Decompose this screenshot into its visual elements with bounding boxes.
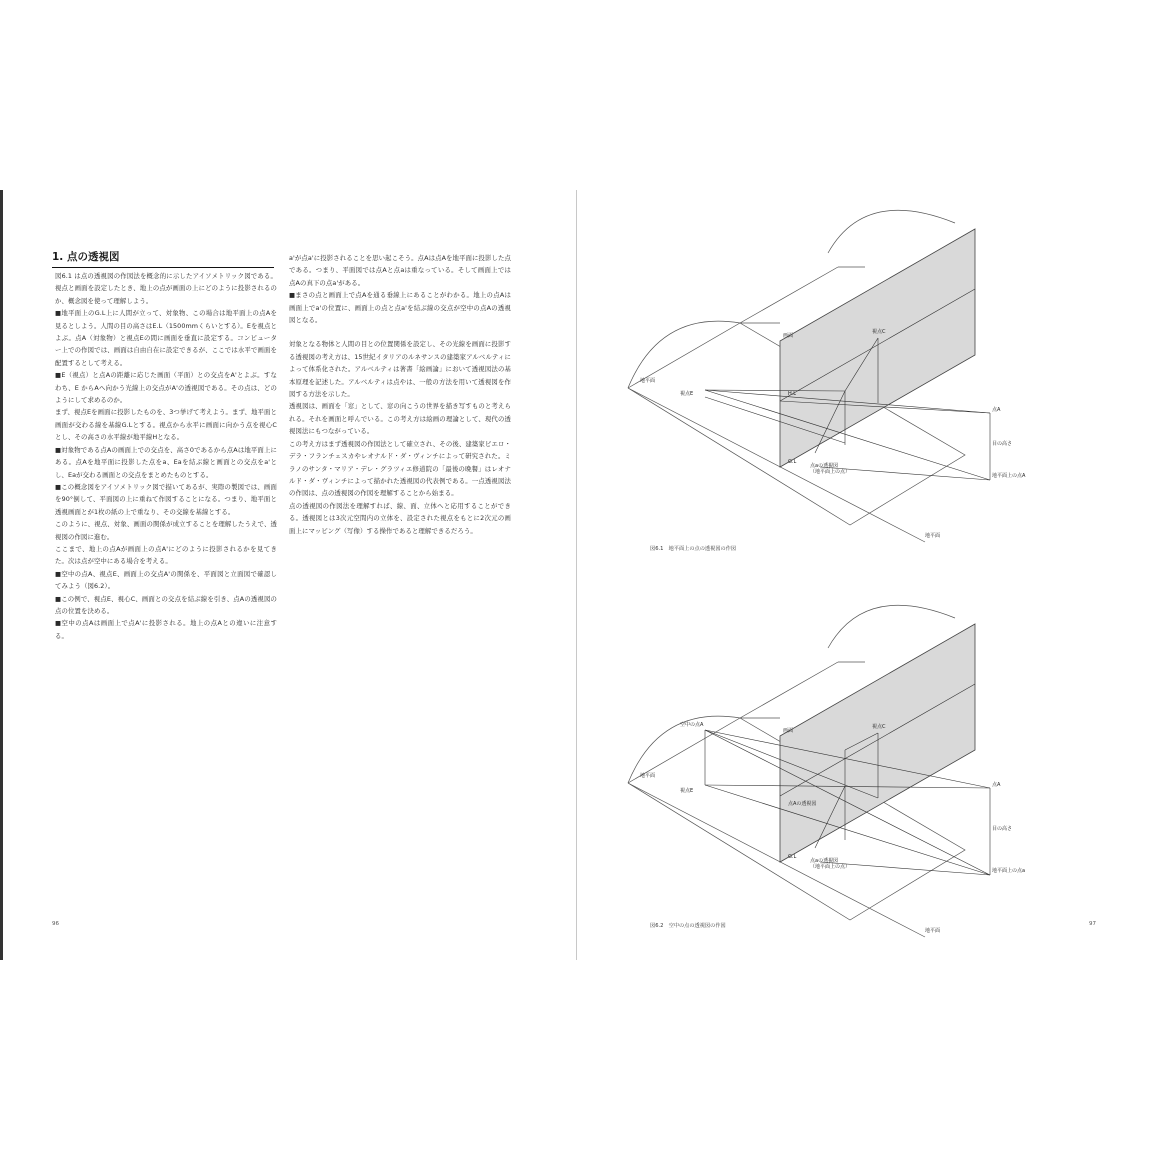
paragraph: ■地平面上のG.L上に人間が立って、対象物、この場合は地平面上の点Aを見るとしよう。人間の目の高さはE.L（1500mmくらいとする）。Eを視点とよぶ。点A（対象物）と視点Eの間に画面を垂直に設定する。コンピューター上での作図では、画面は自由自在に設定できるが、ここでは水平で画面を配置するとして考える。 bbox=[55, 309, 277, 367]
right-text-column bbox=[289, 252, 511, 537]
paragraph: 点の透視図の作図法を理解すれば、線、面、立体へと応用することができる。透視図とは3次元空間内の立体を、設定された視点をもとに2次元の画面上にマッピング（写像）する操作であると理解できるだろう。 bbox=[289, 501, 511, 535]
figure-6-2-caption: 図6.2 空中の点の透視図の作図 bbox=[650, 923, 726, 929]
fig1-proj-label: 点aの透視図 bbox=[810, 463, 839, 469]
fig2-gl-label: G.L bbox=[788, 854, 797, 860]
paragraph: 透視図は、画面を「窓」として、窓の向こうの世界を描き写すものと考えられる。それを画面と呼んでいる。この考え方は絵画の理論として、現代の透視図法にもつながっている。 bbox=[289, 402, 511, 436]
fig1-station-label: 視点C bbox=[872, 329, 886, 335]
picture-plane-2 bbox=[780, 624, 975, 862]
fig2-ground-line-label: 地平面 bbox=[925, 928, 941, 934]
fig1-point-a2-label: 地平面上の点A bbox=[992, 473, 1026, 479]
fig1-point-a-label: 点A bbox=[992, 407, 1001, 413]
fig1-proj-sub-label: （地平面上の点） bbox=[810, 469, 851, 475]
fig2-proj-sub-label: （地平面上の点） bbox=[810, 864, 851, 870]
fig2-picture-plane-label: 画面 bbox=[783, 728, 794, 734]
figure-6-1-caption: 図6.1 地平面上の点の透視図の作図 bbox=[650, 546, 737, 552]
figure-6-1-diagram bbox=[620, 205, 1026, 545]
fig1-viewpoint-label: 視点E bbox=[680, 391, 694, 397]
left-text-column bbox=[55, 270, 277, 642]
page-edge bbox=[0, 190, 3, 960]
page-number-left: 96 bbox=[52, 921, 59, 927]
paragraph: 対象となる物体と人間の目との位置関係を設定し、その光線を画面に投影する透視図の考え方は、15世紀イタリアのルネサンスの建築家アルベルティによって体系化された。アルベルティは著書「絵画論」において透視図法の基本原理を記述した。アルベルティは点やは、一般の方法を用いて透視図を作図する方法を示した。 bbox=[289, 340, 511, 399]
fig2-ground-label: 地平面 bbox=[640, 773, 656, 779]
paragraph: ■空中の点Aは画面上で点A'に投影される。地上の点Aとの違いに注意する。 bbox=[55, 619, 277, 640]
fig2-station-label: 視点C bbox=[872, 724, 886, 730]
fig2-eye-height-label: 目の高さ bbox=[992, 826, 1013, 832]
paragraph: このように、視点、対象、画面の関係が成立することを理解したうえで、透視図の作図に進む。 bbox=[55, 520, 277, 541]
paragraph: この考え方はまず透視図の作図法として確立され、その後、建築家ピエロ・デラ・フランチェスカやレオナルド・ダ・ヴィンチによって研究された。ミラノのサンタ・マリア・デレ・グラツィエ修道院の「最後の晩餐」はレオナルド・ダ・ヴィンチによって描かれた透視図の代表例である。一点透視図法の作図は、点の透視図の作図を理解することから始まる。 bbox=[289, 439, 511, 498]
paragraph: a'が点a'に投影されることを思い起こそう。点Aは点Aを地平面に投影した点である。つまり、平面図では点Aと点aは重なっている。そして画面上では点Aの真下の点a'がある。 bbox=[289, 254, 511, 287]
gutter-line bbox=[576, 190, 577, 960]
fig2-point-a-label: 点Aの透視図 bbox=[788, 801, 817, 807]
paragraph: ■この概念図をアイソメトリック図で描いてあるが、実際の製図では、画面を90°倒して、平面図の上に重ねて作図することになる。つまり、地平面と透視画面とが1枚の紙の上で重なり、その交線を基線とする。 bbox=[55, 482, 277, 516]
paragraph: ■この例で、視点E、視心C、画面との交点を結ぶ線を引き、点Aの透視図の点の位置を決める。 bbox=[55, 594, 277, 615]
fig2-point-a2-label: 点A bbox=[992, 782, 1001, 788]
fig2-viewpoint-label: 視点E bbox=[680, 788, 694, 794]
fig1-eye-height-label: 目の高さ bbox=[992, 441, 1013, 447]
paragraph: ここまで、地上の点Aが画面上の点A'にどのように投影されるかを見てきた。次は点が空中にある場合を考える。 bbox=[55, 544, 277, 566]
paragraph: ■対象物である点Aの画面上での交点を、高さ0であるから点Aは地平面上にある。点Aを地平面に投影した点をa、Eaを結ぶ線と画面との交点をa'とし、Eaが交わる画面との交点をまとめたものとする。 bbox=[55, 445, 277, 479]
paragraph: まず、視点Eを画面に投影したものを、3つ挙げて考えよう。まず、地平面と画面が交わる線を基線G.Lとする。視点から水平に画面に向かう点を視心Cとし、その高さの水平線が地平線Hとなる。 bbox=[55, 408, 277, 442]
fig2-air-point-label: 空中の点A bbox=[680, 722, 704, 728]
fig1-picture-plane-label: 画面 bbox=[783, 333, 794, 339]
paragraph: ■まさの点と画面上で点Aを通る垂線上にあることがわかる。地上の点Aは画面上でa'の位置に、画面上の点と点a'を結ぶ線の交点が空中の点Aの透視図となる。 bbox=[289, 291, 511, 325]
section-title: 1. 点の透視図 bbox=[52, 249, 274, 268]
fig2-proj-label: 点aの透視図 bbox=[810, 858, 839, 864]
fig1-ground-line-label: 地平面 bbox=[925, 533, 941, 539]
fig1-ground-label: 地平面 bbox=[640, 378, 656, 384]
page-number-right: 97 bbox=[1089, 921, 1096, 927]
paragraph: ■空中の点A、視点E、画面上の交点A'の関係を、平面図と立面図で確認してみよう（図6.2）。 bbox=[55, 569, 277, 591]
paragraph: ■E（視点）と点Aの距離に応じた画面（平面）との交点をA'とよぶ。すなわち、E からAへ向かう光線上の交点がA'の透視図である。その点は、どのようにして求めるのか。 bbox=[55, 371, 277, 405]
arc-top bbox=[828, 210, 955, 253]
paragraph bbox=[289, 326, 511, 338]
fig2-point-a3-label: 地平面上の点a bbox=[992, 868, 1026, 874]
fig1-horizon-label: H.L bbox=[788, 391, 797, 397]
figure-6-2-diagram bbox=[620, 600, 1026, 940]
fig1-gl-label: G.L bbox=[788, 459, 797, 465]
paragraph: 図6.1 は点の透視図の作図法を概念的に示したアイソメトリック図である。視点と画面を設定したとき、地上の点が画面の上にどのように投影されるのか、概念図を使って理解しよう。 bbox=[55, 272, 277, 305]
